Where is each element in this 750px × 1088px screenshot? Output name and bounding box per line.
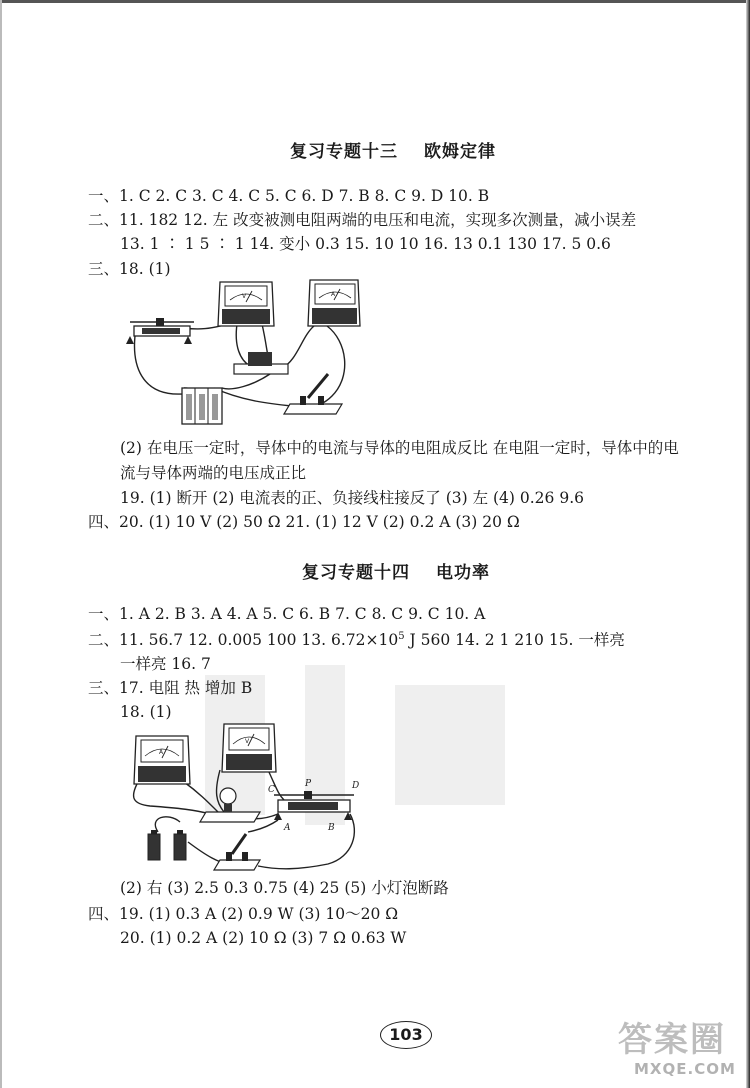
knife-switch bbox=[214, 834, 260, 870]
ammeter bbox=[308, 280, 360, 326]
voltmeter bbox=[218, 282, 274, 326]
answer-text: 二、11. 56.7 12. 0.005 100 13. 6.72×10 bbox=[88, 631, 399, 649]
terminal-p-label: P bbox=[305, 779, 312, 789]
ammeter-label: A bbox=[159, 749, 164, 756]
answer-line: 三、18. (1) bbox=[88, 260, 171, 278]
page-left-edge bbox=[0, 0, 2, 1088]
rheostat bbox=[126, 318, 194, 344]
resistor-on-base bbox=[234, 352, 288, 374]
answer-line: 二、11. 182 12. 左 改变被测电阻两端的电压和电流，实现多次测量，减小误差 bbox=[88, 211, 637, 229]
rheostat bbox=[268, 779, 359, 833]
lamp-on-base bbox=[200, 788, 260, 822]
answer-line: (2) 在电压一定时，导体中的电流与导体的电阻成反比 在电阻一定时，导体中的电 bbox=[120, 439, 679, 457]
watermark-main-text: 答案圈 bbox=[618, 1020, 726, 1060]
terminal-c-label: C bbox=[268, 785, 275, 795]
section-title-topic: 欧姆定律 bbox=[424, 142, 496, 162]
answer-line: 四、20. (1) 10 V (2) 50 Ω 21. (1) 12 V (2) 0.2 A (3) 20 Ω bbox=[88, 513, 520, 531]
terminal-a-label: A bbox=[284, 823, 291, 833]
page-right-edge bbox=[746, 0, 750, 1088]
voltmeter-label: V bbox=[242, 293, 247, 300]
answer-line: 19. (1) 断开 (2) 电流表的正、负接线柱接反了 (3) 左 (4) 0.26 9.6 bbox=[120, 489, 584, 507]
voltmeter-label: V bbox=[245, 738, 250, 745]
answer-text: J 560 14. 2 1 210 15. 一样亮 bbox=[404, 631, 625, 649]
page-top-edge bbox=[0, 0, 750, 3]
page-number: 103 bbox=[380, 1021, 432, 1049]
watermark-sub-text: MXQE.COM bbox=[634, 1060, 736, 1078]
battery-pack bbox=[182, 388, 222, 424]
answer-line bbox=[88, 630, 625, 650]
circuit-diagram-ohm bbox=[122, 276, 362, 426]
answer-line: 18. (1) bbox=[120, 703, 172, 721]
answer-line: (2) 右 (3) 2.5 0.3 0.75 (4) 25 (5) 小灯泡断路 bbox=[120, 879, 449, 897]
terminal-d-label: D bbox=[352, 781, 360, 791]
watermark-logo bbox=[612, 1010, 744, 1086]
answer-line: 三、17. 电阻 热 增加 B bbox=[88, 679, 253, 697]
section-title-14 bbox=[302, 558, 490, 583]
circuit-diagram-power bbox=[128, 722, 368, 874]
ammeter-label: A bbox=[331, 291, 336, 298]
terminal-b-label: B bbox=[328, 823, 335, 833]
section-title-main: 复习专题十四 bbox=[302, 563, 410, 583]
answer-line: 20. (1) 0.2 A (2) 10 Ω (3) 7 Ω 0.63 W bbox=[120, 929, 407, 947]
section-title-main: 复习专题十三 bbox=[290, 142, 398, 162]
answer-line: 一、1. C 2. C 3. C 4. C 5. C 6. D 7. B 8. C 9. D 10. B bbox=[88, 187, 490, 205]
battery-cells bbox=[148, 830, 186, 860]
exponent: 5 bbox=[398, 631, 405, 642]
answer-line: 一、1. A 2. B 3. A 4. A 5. C 6. B 7. C 8. C 9. C 10. A bbox=[88, 605, 486, 623]
answer-line: 一样亮 16. 7 bbox=[120, 655, 211, 673]
section-title-13 bbox=[290, 137, 496, 162]
answer-line: 四、19. (1) 0.3 A (2) 0.9 W (3) 10～20 Ω bbox=[88, 905, 399, 923]
ammeter bbox=[134, 736, 190, 784]
section-title-topic: 电功率 bbox=[436, 563, 490, 583]
voltmeter bbox=[222, 724, 276, 772]
answer-line: 流与导体两端的电压成正比 bbox=[120, 464, 307, 482]
answer-line: 13. 1 ∶ 1 5 ∶ 1 14. 变小 0.3 15. 10 10 16. 13 0.1 130 17. 5 0.6 bbox=[120, 235, 611, 253]
